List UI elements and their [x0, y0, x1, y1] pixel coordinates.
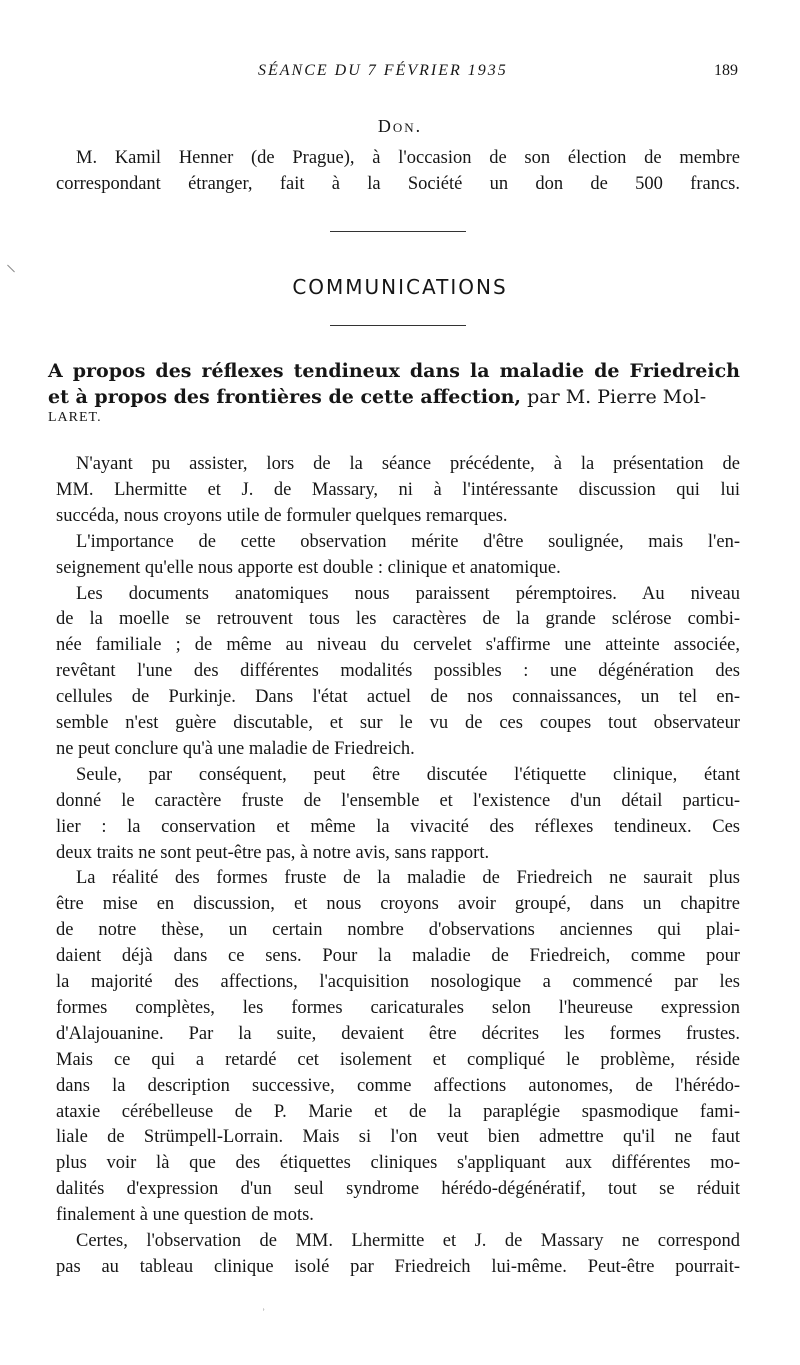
body-line: semble n'est guère discutable, et sur le vu de ces coupes tout observateur — [56, 713, 740, 733]
body-line: d'Alajouanine. Par la suite, devaient être décrites les formes frustes. — [56, 1023, 740, 1044]
divider-bottom — [330, 325, 466, 326]
speck-mark: ˒ — [262, 1303, 266, 1314]
article-title-line-2 — [48, 384, 740, 410]
body-line: Seule, par conséquent, peut être discutée l'étiquette clinique, étant — [76, 764, 740, 785]
body-line: être mise en discussion, et nous croyons avoir groupé, dans un chapitre — [56, 894, 740, 915]
body-line: donné le caractère fruste de l'ensemble et l'existence d'un détail particu- — [56, 790, 740, 811]
body-line: deux traits ne sont peut-être pas, à notre avis, sans rapport. — [56, 842, 490, 863]
body-line: seignement qu'elle nous apporte est double : clinique et anatomique. — [56, 557, 561, 578]
article-author: par M. Pierre Mol- — [521, 386, 707, 408]
article-author-continuation: LARET. — [48, 410, 102, 425]
body-line: La réalité des formes fruste de la maladie de Friedreich ne saurait plus — [76, 868, 740, 889]
body-line: de la moelle se retrouvent tous les caractères de la grande sclérose combi- — [56, 609, 740, 630]
body-line: L'importance de cette observation mérite d'être soulignée, mais l'en- — [76, 531, 740, 552]
body-line: formes complètes, les formes caricaturales selon l'heureuse expression — [56, 997, 740, 1018]
don-heading: Don. — [377, 116, 423, 136]
body-line: lier : la conservation et même la vivacité des réflexes tendineux. Ces — [56, 816, 740, 837]
body-line: finalement à une question de mots. — [56, 1205, 314, 1226]
body-line: pas au tableau clinique isolé par Friedreich lui-même. Peut-être pourrait- — [56, 1256, 740, 1277]
body-line: ataxie cérébelleuse de P. Marie et de la paraplégie spasmodique fami- — [56, 1101, 740, 1122]
body-line: de notre thèse, un certain nombre d'observations anciennes qui plai- — [56, 920, 740, 941]
communications-heading: COMMUNICATIONS — [292, 275, 508, 299]
article-title-line-1: A propos des réflexes tendineux dans la maladie de Friedreich — [48, 360, 740, 382]
body-line: Certes, l'observation de MM. Lhermitte et J. de Massary ne correspond — [76, 1231, 740, 1251]
body-line: la majorité des affections, l'acquisition nosologique a commencé par les — [56, 972, 740, 992]
stray-mark — [7, 265, 15, 273]
body-line: plus voir là que des étiquettes cliniques s'appliquant aux différentes mo- — [56, 1153, 740, 1174]
body-line: N'ayant pu assister, lors de la séance précédente, à la présentation de — [76, 454, 740, 474]
body-line: dans la description successive, comme affections autonomes, de l'hérédo- — [56, 1075, 740, 1096]
article-title-text: et à propos des frontières de cette affection, — [48, 386, 522, 408]
divider-top — [330, 231, 466, 232]
body-line: ne peut conclure qu'à une maladie de Friedreich. — [56, 738, 415, 759]
body-line: liale de Strümpell-Lorrain. Mais si l'on veut bien admettre qu'il ne faut — [56, 1127, 740, 1148]
running-header — [0, 62, 800, 84]
body-line: Mais ce qui a retardé cet isolement et compliqué le problème, réside — [56, 1049, 740, 1070]
body-line: Les documents anatomiques nous paraissent péremptoires. Au niveau — [76, 583, 740, 604]
running-title: SÉANCE DU 7 FÉVRIER 1935 — [258, 62, 508, 79]
don-line-1: M. Kamil Henner (de Prague), à l'occasion de son élection de membre — [76, 148, 740, 168]
page-number: 189 — [714, 62, 738, 79]
body-line: née familiale ; de même au niveau du cervelet s'affirme une atteinte associée, — [56, 635, 740, 656]
body-line: cellules de Purkinje. Dans l'état actuel de nos connaissances, un tel en- — [56, 687, 740, 708]
body-line: succéda, nous croyons utile de formuler quelques remarques. — [56, 505, 508, 526]
body-line: dalités d'expression d'un seul syndrome hérédo-dégénératif, tout se réduit — [56, 1179, 740, 1200]
body-line: daient déjà dans ce sens. Pour la maladie de Friedreich, comme pour — [56, 946, 740, 967]
body-line: revêtant l'une des différentes modalités possibles : une dégénération des — [56, 661, 740, 682]
don-line-2: correspondant étranger, fait à la Société un don de 500 francs. — [56, 174, 740, 194]
body-line: MM. Lhermitte et J. de Massary, ni à l'intéressante discussion qui lui — [56, 479, 740, 500]
